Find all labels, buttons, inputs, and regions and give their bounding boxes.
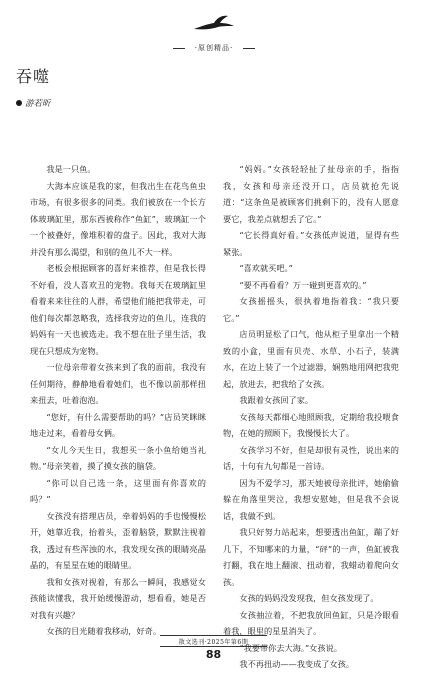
article-author <box>16 97 51 109</box>
paragraph: 我和女孩对视着，有那么一瞬间，我感觉女孩能读懂我，我开始缓慢游动，想看看，她是否对我有兴趣？ <box>30 576 206 620</box>
paragraph: 我不再扭动——我变成了女孩。 <box>239 659 355 669</box>
banner-rule-left <box>173 48 185 49</box>
paragraph: “妈妈。”女孩轻轻扯了扯母亲的手，指指我，女孩和母亲还没开口，店员就抢先说道：“这条鱼是被顾客们挑剩下的，没有人愿意要它，我差点就想丢了它。” <box>223 164 399 224</box>
paragraph: 女孩抽泣着，不把我放回鱼缸，只是冷眼看着我，眼里的星星消失了。 <box>223 609 399 636</box>
paragraph: 女孩的妈妈没发现我，但女孩发现了。 <box>239 593 379 603</box>
footer-rule-top <box>160 635 267 636</box>
paragraph: “它长得真好看。”女孩低声说道，显得有些紧张。 <box>223 230 399 257</box>
paragraph: 大海本应该是我的家，但我出生在花鸟鱼虫市场，有很多很多的同类。我们被放在一个长方体玻璃缸里，那东西被称作“鱼缸”，玻璃缸一个一个被叠好，像堆积着的盘子。因此，我对大海并没有那么渴望，和别的鱼儿不大一样。 <box>30 180 206 257</box>
article-title: 吞噬 <box>16 67 51 86</box>
footer-rule-bottom <box>160 646 267 647</box>
journal-name: 散文选刊·2025年第6期 <box>178 639 249 646</box>
paragraph: 店员明显松了口气，他从柜子里拿出一个精致的小盒，里面有贝壳、水草、小石子，装满水，在边上装了一个过滤器，娴熟地用网把我兜起，放进去，把我给了女孩。 <box>223 329 399 389</box>
banner-rule-right <box>243 48 255 49</box>
banner-text: ·原创精品· <box>194 44 234 52</box>
paragraph: 我只好努力站起来，想要透出鱼缸，蹦了好几下，不知哪来的力量，“砰”的一声，鱼缸被我打翻，我在地上翻滚、扭动着，我蜡动着爬向女孩。 <box>223 527 399 587</box>
paragraph: “你可以自己选一条，这里面有你喜欢的吗？” <box>30 477 206 504</box>
paragraph: 我是一只鱼。 <box>46 164 96 174</box>
paragraph: “要不再看看？万一碰到更喜欢的。” <box>239 279 367 290</box>
body-column-left <box>30 161 206 640</box>
page-number: 88 <box>205 648 222 661</box>
section-banner <box>165 42 263 54</box>
paragraph: 女孩没有搭理店员，牵着妈妈的手也慢慢松开，她靠近我，抬着头，歪着脑袋，默默注视着我，透过有些浑浊的水，我发现女孩的眼睛亮晶晶的，有星星在她的眼睛里。 <box>30 510 206 570</box>
paragraph: “我要带你去大海。”女孩说。 <box>239 642 342 653</box>
paragraph: 因为不爱学习，那天她被母亲批评，她偷偷躲在角落里哭泣，我想安慰她，但是我不会说话，我做不到。 <box>223 477 399 521</box>
author-name: 游若昕 <box>25 99 51 109</box>
paragraph: 女孩的目光随着我移动，好奇。 <box>46 626 162 636</box>
paragraph: 老板会根据顾客的喜好来推荐，但是我长得不好看，没人喜欢丑的宠物。我每天在玻璃缸里看着来来往往的人群，希望他们能把我带走，可他们每次都忽略我，选择我旁边的鱼儿，连我的妈妈有一天也被选走。我不想在肚子里生活，我现在只想成为宠物。 <box>30 263 206 356</box>
swallow-logo-icon <box>192 14 236 36</box>
author-bullet-icon <box>16 100 22 106</box>
paragraph: “您好，有什么需要帮助的吗？”店员笑眯眯地走过来，看着母女俩。 <box>30 411 206 438</box>
body-column-right <box>223 161 399 673</box>
paragraph: 我跟着女孩回了家。 <box>239 395 314 405</box>
paragraph: 女孩每天都细心地照顾我，定期给我投喂食物，在她的照顾下，我慢慢长大了。 <box>223 411 399 438</box>
paragraph: 女孩摇摇头，很执着地指着我：“我只要它。” <box>223 296 399 323</box>
paragraph: “女儿今天生日，我想买一条小鱼给她当礼物。”母亲笑着，摸了摸女孩的脑袋。 <box>30 444 206 471</box>
paragraph: 女孩学习不好，但是却很有灵性，说出来的话，十句有九句都是一首诗。 <box>223 444 399 471</box>
paragraph: 一位母亲带着女孩来到了我的面前，我没有任何期待，静静地看着她们，也不像以前那样扭来扭去，吐着泡泡。 <box>30 362 206 405</box>
paragraph: “喜欢就买吧。” <box>239 263 293 273</box>
